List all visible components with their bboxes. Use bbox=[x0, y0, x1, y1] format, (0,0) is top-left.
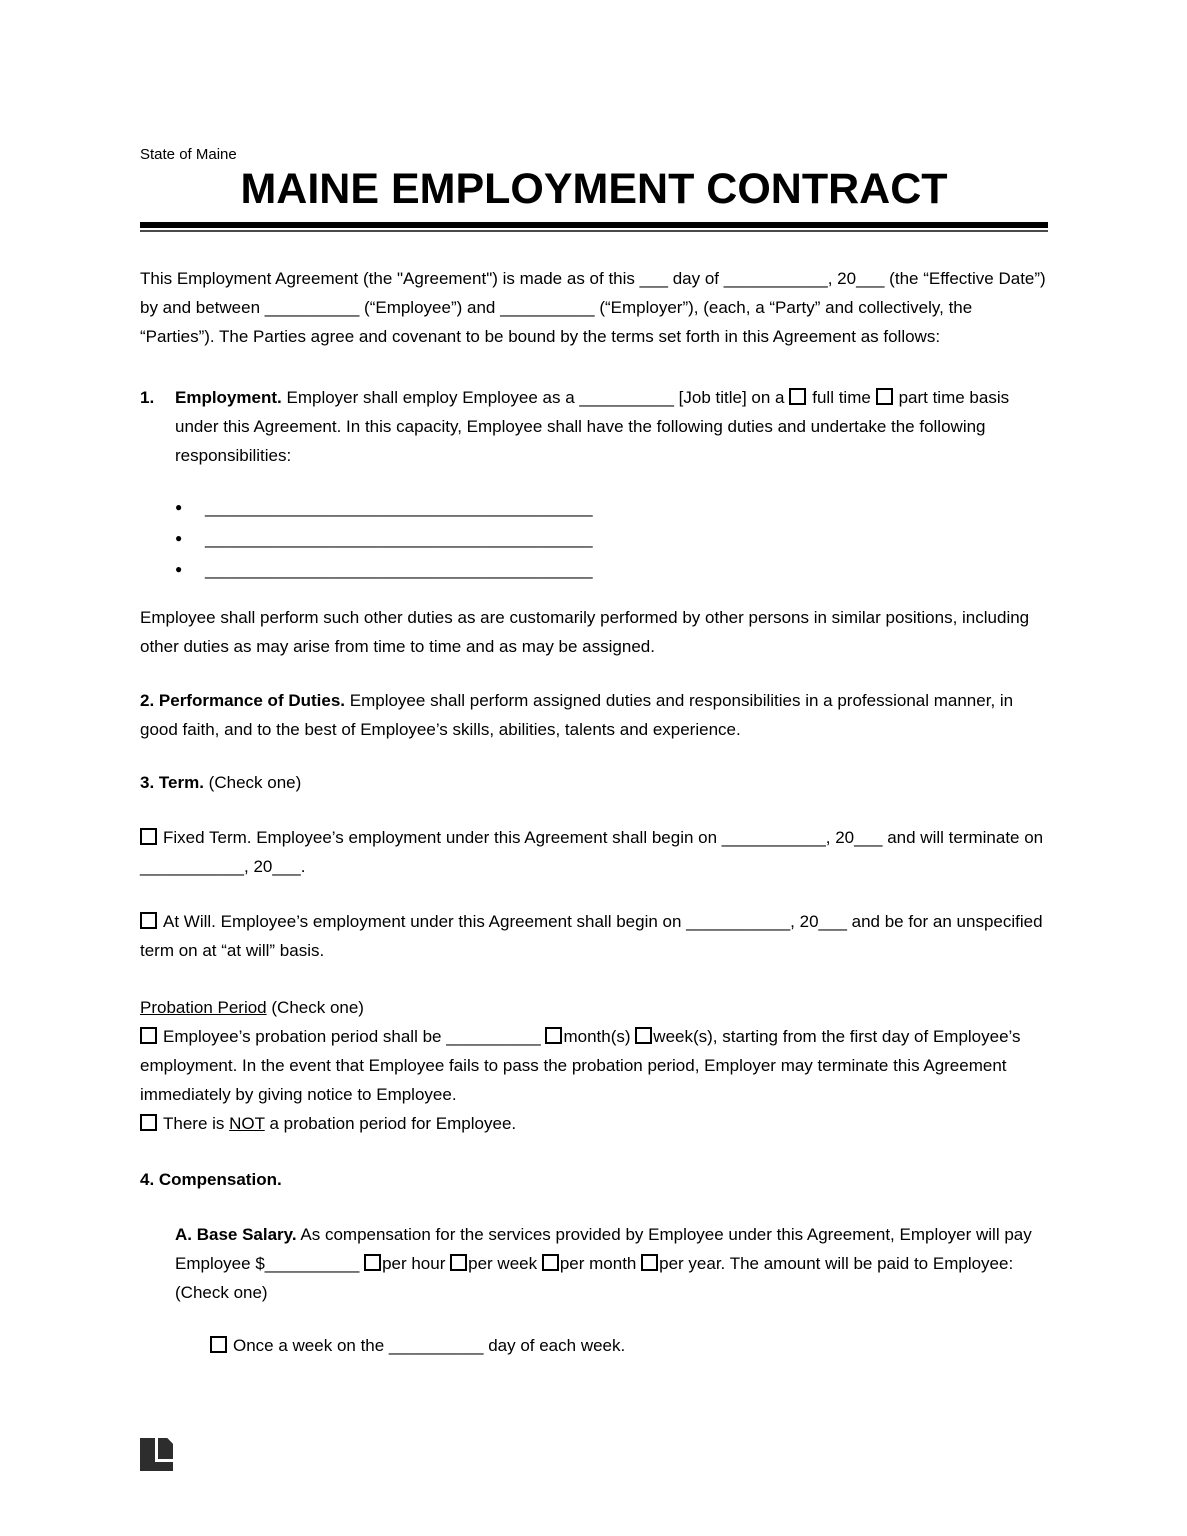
checkbox-part-time[interactable] bbox=[876, 388, 893, 405]
title-rule bbox=[140, 222, 1048, 232]
section-employment bbox=[140, 383, 1048, 470]
section-compensation-heading: 4. Compensation. bbox=[140, 1170, 282, 1190]
months-label: month(s) bbox=[563, 1027, 631, 1047]
fixed-term-text: Fixed Term. Employee’s employment under this Agreement shall begin on ___________, 20___ and will terminate on ___________, 20___. bbox=[140, 828, 1044, 877]
probation-option-1 bbox=[140, 1022, 1048, 1109]
weeks-label: week(s), starting from the first day of Employee’s employment. In the event that Employee fails to pass the probation period, Employer may terminate this Agreement immediately by giving notice to Employee. bbox=[140, 1027, 1021, 1105]
once-a-week-option bbox=[140, 1331, 1048, 1360]
checkbox-weeks[interactable] bbox=[635, 1027, 652, 1044]
probation-heading-line bbox=[140, 993, 1048, 1022]
checkbox-months[interactable] bbox=[545, 1027, 562, 1044]
bullet-icon: ● bbox=[175, 500, 183, 515]
checkbox-fixed-term[interactable] bbox=[140, 828, 157, 845]
section-term-heading: 3. Term. bbox=[140, 773, 204, 793]
per-hour-label: per hour bbox=[382, 1254, 446, 1274]
probation-text-pre: Employee’s probation period shall be __________ bbox=[163, 1027, 541, 1047]
section-performance bbox=[140, 686, 1048, 744]
per-month-label: per month bbox=[559, 1254, 637, 1274]
checkbox-at-will[interactable] bbox=[140, 912, 157, 929]
probation-option-2 bbox=[140, 1109, 1048, 1138]
other-duties-paragraph: Employee shall perform such other duties as are customarily performed by other persons in similar positions, including other duties as may arise from time to time and as may be assigned. bbox=[140, 608, 1030, 657]
duty-blank-line bbox=[175, 554, 1048, 585]
duty-blank-line bbox=[175, 523, 1048, 554]
at-will-text: At Will. Employee’s employment under this Agreement shall begin on ___________, 20___ and be for an unspecified term on at “at will” basis. bbox=[140, 912, 1043, 961]
duty-blank: _________________________________________ bbox=[205, 498, 593, 518]
check-one-note: (Check one) bbox=[208, 773, 302, 793]
duty-blank-line bbox=[175, 492, 1048, 523]
no-probation-post: a probation period for Employee. bbox=[269, 1114, 517, 1134]
legaltemplates-logo bbox=[140, 1438, 173, 1471]
fixed-term-option bbox=[140, 823, 1048, 881]
state-label: State of Maine bbox=[140, 146, 237, 163]
section-term-heading-line bbox=[140, 768, 1048, 797]
checkbox-full-time[interactable] bbox=[789, 388, 806, 405]
not-emphasis: NOT bbox=[229, 1114, 265, 1134]
probation-heading: Probation Period bbox=[140, 998, 267, 1018]
duty-blank: _________________________________________ bbox=[205, 529, 593, 549]
per-year-label: per year. The amount will be paid to Employee: (Check one) bbox=[175, 1254, 1014, 1303]
bullet-icon: ● bbox=[175, 562, 183, 577]
per-week-label: per week bbox=[468, 1254, 538, 1274]
no-probation-pre: There is bbox=[163, 1114, 225, 1134]
base-salary-heading: A. Base Salary. bbox=[175, 1225, 297, 1245]
once-a-week-text: Once a week on the __________ day of each week. bbox=[233, 1336, 626, 1356]
checkbox-per-week[interactable] bbox=[450, 1254, 467, 1271]
document-page bbox=[140, 146, 1048, 1360]
base-salary-text: As compensation for the services provided by Employee under this Agreement, Employer will pay Employee $__________ bbox=[175, 1225, 1032, 1274]
logo-bottom-bar bbox=[140, 1462, 173, 1471]
duty-blank: _________________________________________ bbox=[205, 560, 593, 580]
checkbox-probation-period[interactable] bbox=[140, 1027, 157, 1044]
section-employment-heading: Employment. bbox=[175, 388, 282, 408]
section-employment-text: Employer shall employ Employee as a __________ [Job title] on a bbox=[286, 388, 785, 408]
intro-paragraph: This Employment Agreement (the "Agreement") is made as of this ___ day of ___________, 20___ (the “Effective Date”) by and between __________ (“Employee”) and __________ (“Employer”), (each, a “Party” and collectively, the “Parties”). The Parties agree and covenant to be bound by the terms set forth in this Agreement as follows: bbox=[140, 269, 1046, 347]
checkbox-per-hour[interactable] bbox=[364, 1254, 381, 1271]
checkbox-once-a-week[interactable] bbox=[210, 1336, 227, 1353]
checkbox-no-probation[interactable] bbox=[140, 1114, 157, 1131]
page-title: MAINE EMPLOYMENT CONTRACT bbox=[240, 165, 948, 213]
probation-check-one: (Check one) bbox=[271, 998, 364, 1018]
section-number: 1. bbox=[140, 388, 155, 408]
bullet-icon: ● bbox=[175, 531, 183, 546]
checkbox-per-month[interactable] bbox=[542, 1254, 559, 1271]
duties-bullet-list bbox=[140, 492, 1048, 585]
full-time-label: full time bbox=[812, 388, 871, 408]
base-salary-paragraph bbox=[140, 1220, 1048, 1307]
logo-page-shape bbox=[158, 1438, 173, 1459]
section-performance-text: Employee shall perform assigned duties and responsibilities in a professional manner, in good faith, and to the best of Employee’s skills, abilities, talents and experience. bbox=[140, 691, 1014, 740]
section-performance-heading: 2. Performance of Duties. bbox=[140, 691, 346, 711]
part-time-label: part time basis under this Agreement. In this capacity, Employee shall have the following duties and undertake the following responsibilities: bbox=[175, 388, 1010, 466]
checkbox-per-year[interactable] bbox=[641, 1254, 658, 1271]
at-will-option bbox=[140, 907, 1048, 965]
